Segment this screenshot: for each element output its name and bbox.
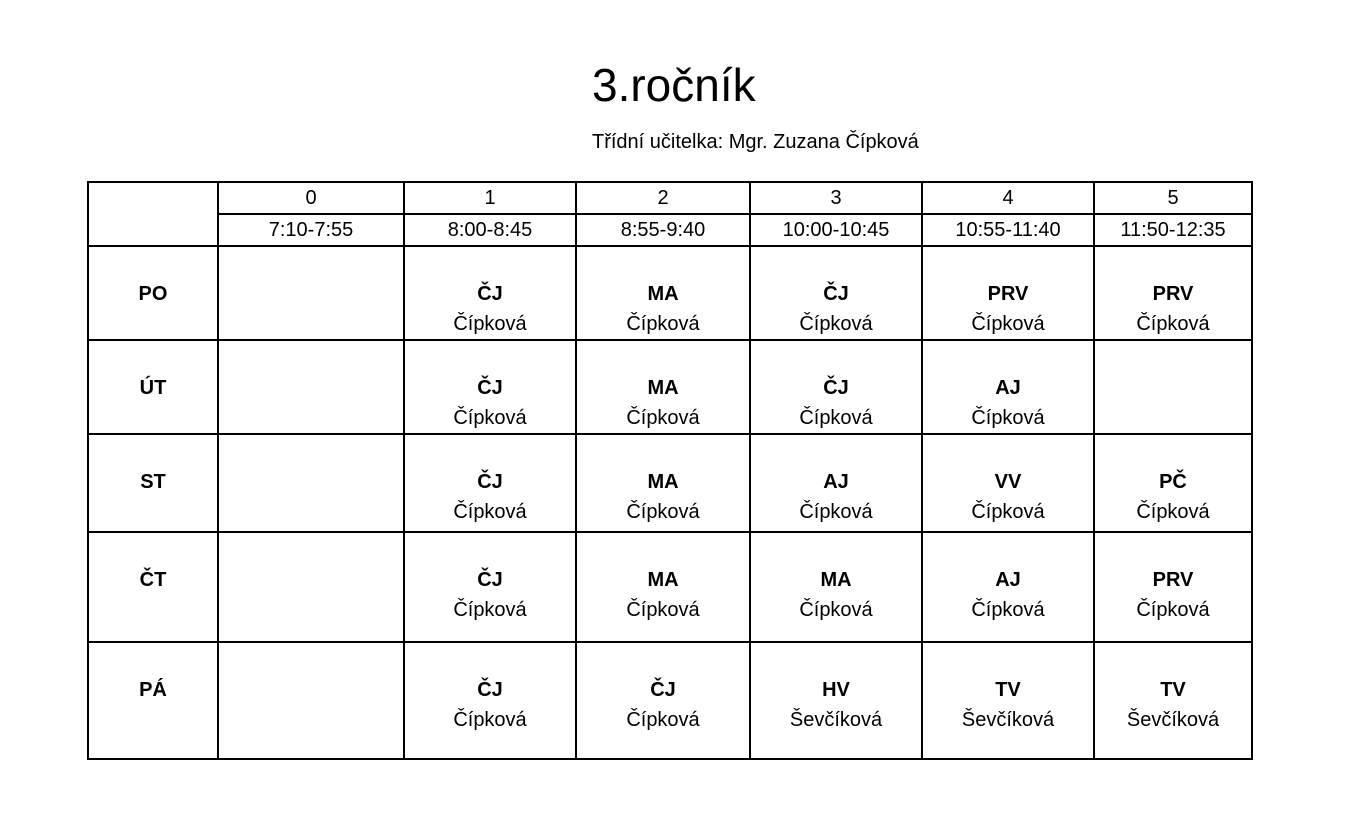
lesson-teacher: Čípková bbox=[626, 407, 700, 429]
lesson-subject: TV bbox=[1160, 679, 1186, 701]
lesson-cell bbox=[750, 340, 922, 434]
lesson-cell bbox=[750, 246, 922, 340]
day-row-st bbox=[88, 434, 1252, 532]
lesson-teacher: Čípková bbox=[799, 599, 873, 621]
day-label: PO bbox=[88, 246, 218, 340]
period-number: 5 bbox=[1094, 182, 1252, 214]
lesson-cell bbox=[218, 340, 404, 434]
lesson-cell bbox=[218, 532, 404, 642]
lesson-subject: VV bbox=[994, 471, 1022, 493]
lesson-cell bbox=[1094, 642, 1252, 759]
day-row-ct bbox=[88, 532, 1252, 642]
lesson-cell bbox=[922, 340, 1094, 434]
day-label: ST bbox=[88, 434, 218, 532]
lesson-teacher: Čípková bbox=[626, 599, 700, 621]
lesson-teacher: Čípková bbox=[799, 313, 873, 335]
period-time: 8:00-8:45 bbox=[404, 214, 576, 246]
lesson-cell bbox=[404, 246, 576, 340]
lesson-cell bbox=[404, 532, 576, 642]
lesson-cell bbox=[922, 246, 1094, 340]
lesson-cell bbox=[218, 642, 404, 759]
lesson-cell bbox=[576, 532, 750, 642]
lesson-teacher: Čípková bbox=[971, 313, 1045, 335]
lesson-subject: PRV bbox=[1152, 283, 1194, 305]
lesson-subject: ČJ bbox=[477, 283, 503, 305]
lesson-teacher: Čípková bbox=[626, 709, 700, 731]
day-row-pa bbox=[88, 642, 1252, 759]
lesson-teacher: Čípková bbox=[1136, 313, 1210, 335]
day-row-ut bbox=[88, 340, 1252, 434]
class-teacher-label: Třídní učitelka: Mgr. Zuzana Čípková bbox=[592, 131, 919, 153]
lesson-teacher: Ševčíková bbox=[789, 709, 883, 731]
lesson-cell bbox=[404, 434, 576, 532]
lesson-cell bbox=[576, 340, 750, 434]
lesson-subject: MA bbox=[820, 569, 852, 591]
lesson-cell bbox=[750, 532, 922, 642]
lesson-subject: AJ bbox=[995, 569, 1021, 591]
lesson-cell bbox=[1094, 532, 1252, 642]
corner-cell bbox=[88, 182, 218, 246]
lesson-subject: AJ bbox=[823, 471, 849, 493]
lesson-cell bbox=[750, 434, 922, 532]
lesson-cell bbox=[922, 434, 1094, 532]
lesson-subject: ČJ bbox=[823, 283, 849, 305]
lesson-subject: ČJ bbox=[823, 377, 849, 399]
lesson-teacher: Čípková bbox=[971, 599, 1045, 621]
lesson-teacher: Čípková bbox=[971, 407, 1045, 429]
lesson-cell bbox=[1094, 340, 1252, 434]
day-label: ÚT bbox=[88, 340, 218, 434]
period-number: 3 bbox=[750, 182, 922, 214]
lesson-subject: ČJ bbox=[477, 569, 503, 591]
lesson-cell bbox=[576, 434, 750, 532]
lesson-teacher: Čípková bbox=[453, 501, 527, 523]
lesson-teacher: Čípková bbox=[971, 501, 1045, 523]
lesson-subject: ČJ bbox=[477, 679, 503, 701]
period-number: 4 bbox=[922, 182, 1094, 214]
period-time: 8:55-9:40 bbox=[576, 214, 750, 246]
day-row-po bbox=[88, 246, 1252, 340]
lesson-subject: HV bbox=[822, 679, 850, 701]
lesson-cell bbox=[1094, 434, 1252, 532]
lesson-cell bbox=[576, 246, 750, 340]
page-title: 3.ročník bbox=[592, 59, 756, 111]
lesson-cell bbox=[1094, 246, 1252, 340]
period-time: 11:50-12:35 bbox=[1094, 214, 1252, 246]
lesson-teacher: Čípková bbox=[626, 313, 700, 335]
period-time: 10:55-11:40 bbox=[922, 214, 1094, 246]
lesson-subject: TV bbox=[995, 679, 1021, 701]
lesson-subject: MA bbox=[647, 377, 679, 399]
lesson-teacher: Čípková bbox=[453, 313, 527, 335]
lesson-cell bbox=[750, 642, 922, 759]
period-number: 1 bbox=[404, 182, 576, 214]
lesson-teacher: Čípková bbox=[1136, 501, 1210, 523]
lesson-subject: PČ bbox=[1159, 471, 1187, 493]
lesson-cell bbox=[576, 642, 750, 759]
lesson-subject: MA bbox=[647, 471, 679, 493]
period-number: 2 bbox=[576, 182, 750, 214]
period-number: 0 bbox=[218, 182, 404, 214]
lesson-cell bbox=[922, 642, 1094, 759]
lesson-subject: PRV bbox=[987, 283, 1029, 305]
timetable bbox=[87, 181, 1253, 760]
day-label: ČT bbox=[88, 532, 218, 642]
period-time: 7:10-7:55 bbox=[218, 214, 404, 246]
period-time: 10:00-10:45 bbox=[750, 214, 922, 246]
lesson-subject: AJ bbox=[995, 377, 1021, 399]
lesson-subject: PRV bbox=[1152, 569, 1194, 591]
lesson-teacher: Čípková bbox=[453, 599, 527, 621]
lesson-teacher: Ševčíková bbox=[1126, 709, 1220, 731]
lesson-teacher: Čípková bbox=[799, 407, 873, 429]
lesson-subject: ČJ bbox=[650, 679, 676, 701]
lesson-cell bbox=[218, 246, 404, 340]
day-label: PÁ bbox=[88, 642, 218, 759]
lesson-teacher: Čípková bbox=[453, 407, 527, 429]
lesson-cell bbox=[404, 340, 576, 434]
lesson-subject: ČJ bbox=[477, 471, 503, 493]
lesson-teacher: Ševčíková bbox=[961, 709, 1055, 731]
lesson-subject: MA bbox=[647, 283, 679, 305]
lesson-subject: MA bbox=[647, 569, 679, 591]
lesson-teacher: Čípková bbox=[626, 501, 700, 523]
lesson-subject: ČJ bbox=[477, 377, 503, 399]
lesson-teacher: Čípková bbox=[799, 501, 873, 523]
lesson-teacher: Čípková bbox=[453, 709, 527, 731]
lesson-teacher: Čípková bbox=[1136, 599, 1210, 621]
lesson-cell bbox=[404, 642, 576, 759]
lesson-cell bbox=[218, 434, 404, 532]
period-number-row bbox=[88, 182, 1252, 214]
period-time-row bbox=[88, 214, 1252, 246]
lesson-cell bbox=[922, 532, 1094, 642]
